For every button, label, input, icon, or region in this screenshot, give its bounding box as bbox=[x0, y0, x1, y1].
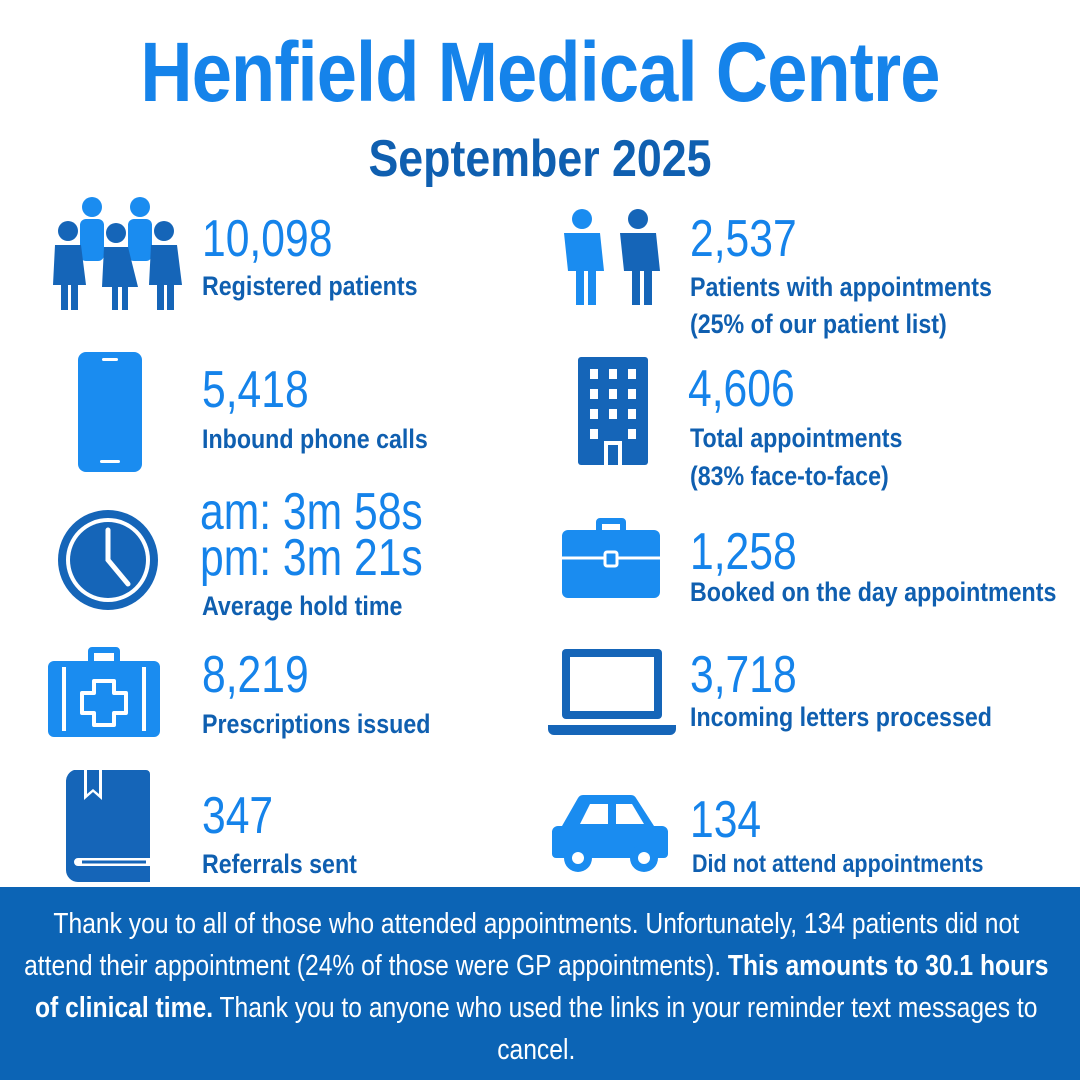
hold-time-label: Average hold time bbox=[202, 591, 403, 621]
clock-icon bbox=[56, 508, 160, 612]
hold-time-pm: pm: 3m 21s bbox=[200, 529, 423, 587]
page-subtitle: September 2025 bbox=[368, 130, 712, 188]
phone-calls-label: Inbound phone calls bbox=[202, 424, 428, 454]
page-title: Henfield Medical Centre bbox=[140, 25, 940, 119]
prescriptions-value: 8,219 bbox=[202, 646, 309, 704]
registered-patients-value: 10,098 bbox=[202, 210, 333, 268]
footer-text-start: Thank you to all of those who attended appointments. Unfortunately, 134 patients did not attend their appointment (24% of those were GP appointments). bbox=[24, 908, 1020, 982]
total-appts-sublabel: (83% face-to-face) bbox=[690, 461, 889, 491]
referrals-value: 347 bbox=[202, 787, 274, 845]
two-people-icon bbox=[560, 209, 664, 305]
patients-appts-value: 2,537 bbox=[690, 210, 797, 268]
mobile-phone-icon bbox=[78, 352, 142, 472]
footer-text-end: Thank you to anyone who used the links in your reminder text messages to cancel. bbox=[213, 992, 1038, 1066]
medical-kit-icon bbox=[48, 647, 160, 737]
dna-value: 134 bbox=[690, 791, 762, 849]
patients-appts-sublabel: (25% of our patient list) bbox=[690, 309, 947, 339]
laptop-icon bbox=[548, 649, 676, 735]
footer-message bbox=[22, 903, 1051, 1071]
total-appts-label: Total appointments bbox=[690, 423, 903, 453]
registered-patients-label: Registered patients bbox=[202, 271, 418, 301]
car-icon bbox=[552, 794, 672, 874]
book-icon bbox=[66, 770, 150, 882]
total-appts-value: 4,606 bbox=[688, 360, 795, 418]
letters-value: 3,718 bbox=[690, 646, 797, 704]
phone-calls-value: 5,418 bbox=[202, 361, 309, 419]
briefcase-icon bbox=[562, 518, 660, 598]
patients-appts-label: Patients with appointments bbox=[690, 272, 992, 302]
on-the-day-value: 1,258 bbox=[690, 523, 797, 581]
letters-label: Incoming letters processed bbox=[690, 702, 992, 732]
prescriptions-label: Prescriptions issued bbox=[202, 709, 431, 739]
referrals-label: Referrals sent bbox=[202, 849, 357, 879]
hold-time-am: am: 3m 58s bbox=[200, 483, 423, 541]
footer-banner bbox=[0, 887, 1080, 1080]
footer-text-bold: This amounts to 30.1 hours of clinical time. bbox=[35, 950, 1049, 1024]
dna-label: Did not attend appointments bbox=[692, 850, 984, 878]
people-group-icon bbox=[42, 195, 192, 310]
building-icon bbox=[578, 357, 648, 465]
on-the-day-label: Booked on the day appointments bbox=[690, 577, 1057, 607]
